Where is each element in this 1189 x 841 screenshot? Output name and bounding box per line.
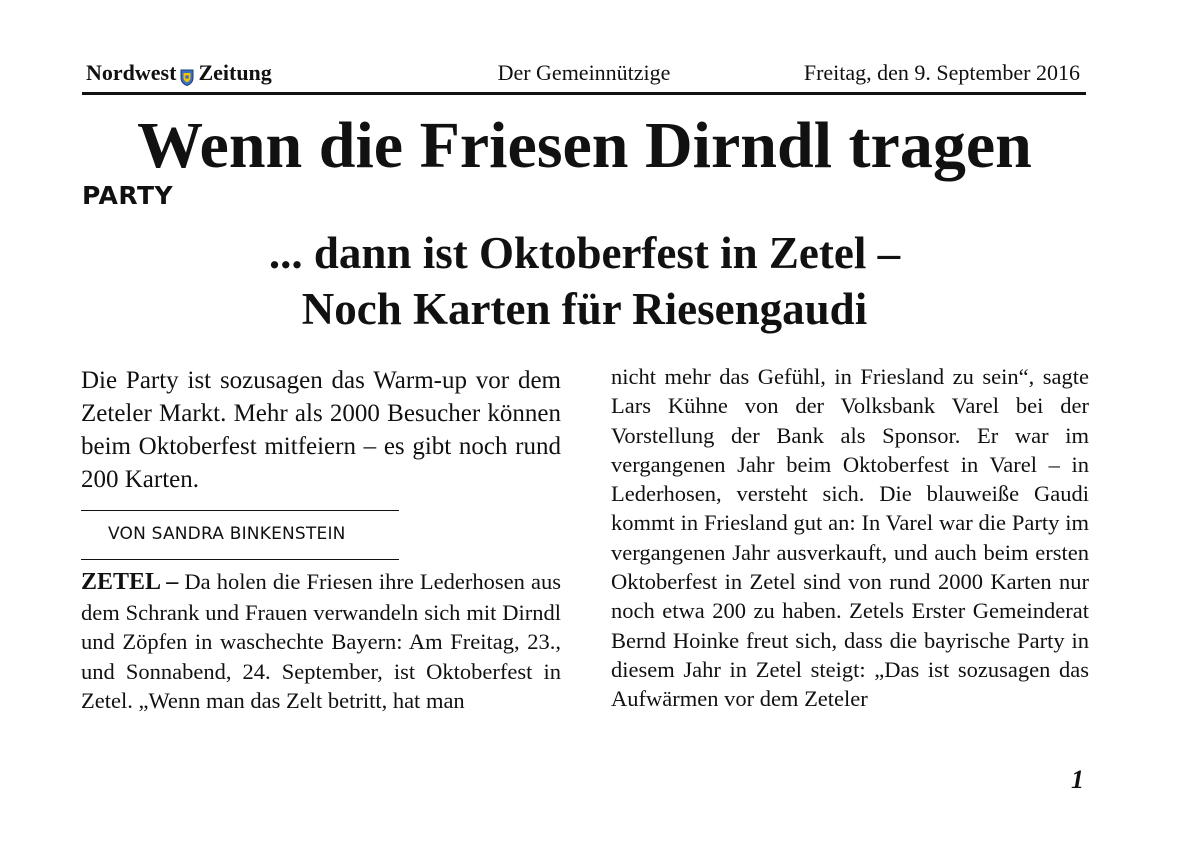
body-column-1 <box>81 567 561 716</box>
lead-paragraph: Die Party ist sozusagen das Warm-up vor dem Zeteler Markt. Mehr als 2000 Besucher können beim Oktoberfest mitfeiern – es gibt noch rund 200 Karten. <box>81 367 561 493</box>
brand-name-right: Zeitung <box>198 60 272 85</box>
page-number: 1 <box>1071 765 1084 794</box>
subhead-line-2: Noch Karten für Riesengaudi <box>301 284 868 334</box>
headline: Wenn die Friesen Dirndl tragen <box>137 109 1032 182</box>
body-column-2: nicht mehr das Gefühl, in Friesland zu sein“, sagte Lars Kühne von der Volksbank Varel bei der Vorstellung der Bank als Sponsor. Er war im vergangenen Jahr beim Oktoberfest in Varel – in Lederhosen, versteht sich. Die blauweiße Gaudi kommt in Friesland gut an: In Varel war die Party im vergangenen Jahr ausverkauft, und auch beim ersten Oktoberfest in Zetel sind von rund 2000 Karten nur noch etwa 200 zu haben. Zetels Erster Gemeinderat Bernd Hoinke freut sich, dass die bayrische Party in diesem Jahr in Zetel steigt: „Das ist sozusagen das Aufwärmen vor dem Zeteler <box>611 364 1089 712</box>
byline: VON SANDRA BINKENSTEIN <box>108 524 346 544</box>
dateline: ZETEL – <box>81 569 179 595</box>
subheadline <box>0 225 1169 337</box>
issue-date: Freitag, den 9. September 2016 <box>803 60 1080 85</box>
byline-rule-bottom <box>81 559 399 560</box>
masthead <box>82 58 1086 95</box>
subhead-line-1: ... dann ist Oktoberfest in Zetel – <box>268 228 901 278</box>
section-title: Der Gemeinnützige <box>497 60 671 85</box>
brand-name-left: Nordwest <box>86 60 177 85</box>
byline-rule-top <box>81 510 399 511</box>
body-column-1-text: Da holen die Friesen ihre Lederhosen aus dem Schrank und Frauen verwandeln sich mit Dirndl und Zöpfen in waschechte Bayern: Am Freitag, 23., und Sonnabend, 24. September, ist Oktoberfest in Zetel. „Wenn man das Zelt betritt, hat man <box>81 569 562 713</box>
kicker: PARTY <box>82 181 174 210</box>
